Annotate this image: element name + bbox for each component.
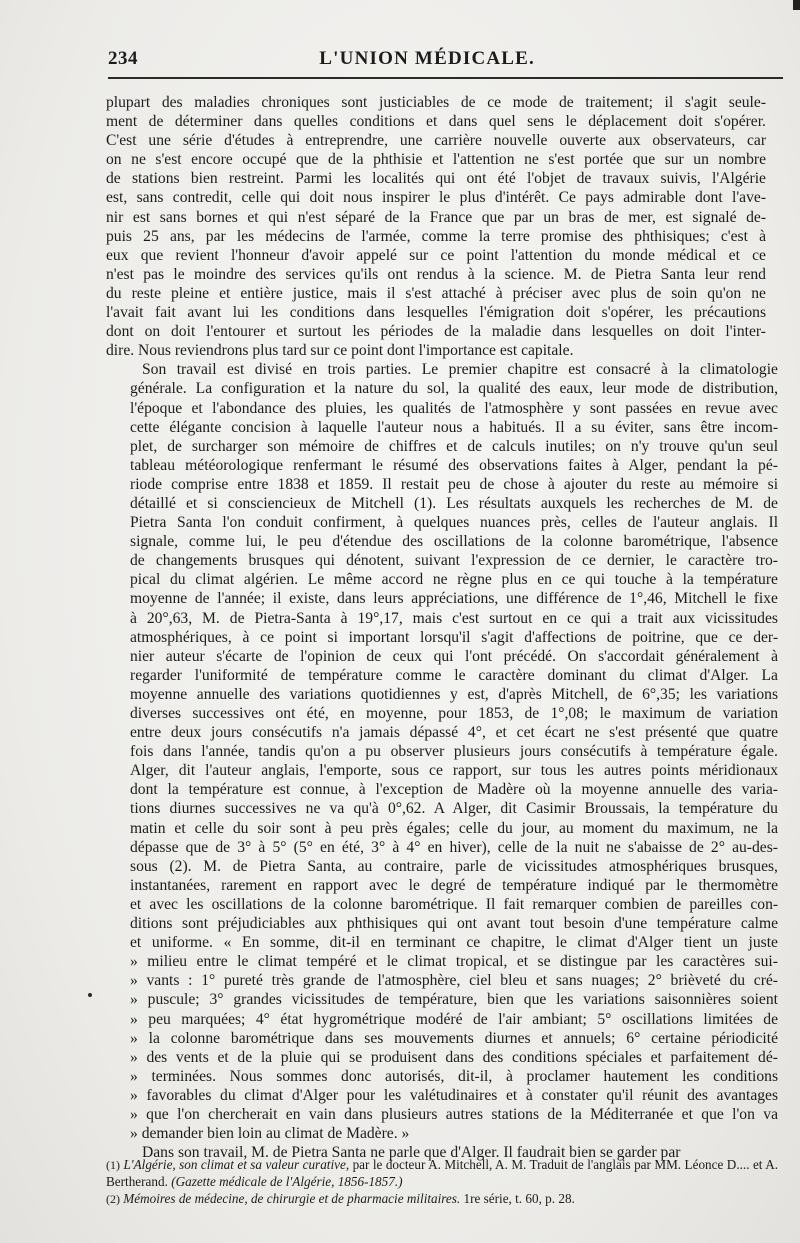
text-line: tions diurnes successives ne va qu'à 0°,62. A Alger, dit Casimir Broussais, la température du xyxy=(130,800,778,818)
text-line-row xyxy=(106,494,778,513)
text-line: Dans son travail, M. de Pietra Santa ne parle que d'Alger. Il faudrait bien se garder par xyxy=(142,1144,681,1162)
text-line-row xyxy=(106,246,766,265)
text-line: Pietra Santa l'on conduit confirment, à quelques nuances près, celles de l'auteur anglais. Il xyxy=(130,514,779,532)
text-line: » vants : 1° pureté très grande de l'atmosphère, ciel bleu et sans nuages; 2° brièveté du cré- xyxy=(130,972,778,990)
text-line-row xyxy=(106,628,779,647)
text-line: pical du climat algérien. Le même accord ne règne plus en ce qui touche à la température xyxy=(130,571,778,589)
text-line-row xyxy=(106,838,778,857)
text-line: regarder l'uniformité de température comme le caractère dominant du climat d'Alger. La xyxy=(130,666,778,684)
footnote-ref: (2) xyxy=(106,1191,120,1206)
text-line: dire. Nous reviendrons plus tard sur ce point dont l'importance est capitale. xyxy=(106,342,574,360)
text-line: matin et celle du soir sont à peu près égales; celle du jour, au moment du maximum, ne la xyxy=(130,819,778,837)
text-line: et avec les oscillations de la colonne barométrique. Il fait remarquer combien de pareilles con- xyxy=(130,895,779,913)
text-line-row xyxy=(106,761,779,780)
text-line-row xyxy=(106,1010,778,1029)
text-line: » milieu entre le climat tempéré et le climat tropical, et se distingue par les caractères sui- xyxy=(130,953,778,971)
text-line: on ne s'est encore occupé que de la phthisie et l'attention ne s'est portée que sur un nombre xyxy=(106,151,767,169)
text-line: riode comprise entre 1838 et 1859. Il restait peu de chose à ajouter du reste au mémoire si xyxy=(130,475,779,493)
text-line-row xyxy=(106,437,779,456)
text-line-row xyxy=(106,1067,779,1086)
text-line: dont on doit l'entourer et surtout les périodes de la maladie dans lesquelles on doit l'inter- xyxy=(106,323,766,341)
text-line: plupart des maladies chroniques sont justiciables de ce mode de traitement; il s'agit seule- xyxy=(106,94,767,111)
text-line: » peu marquées; 4° état hygrométrique modéré de l'air ambiant; 5° oscillations limitées de xyxy=(130,1010,778,1028)
paragraph-p1 xyxy=(106,93,766,360)
page-number: 234 xyxy=(108,48,138,69)
text-line: fois dans l'année, tandis qu'on a pu observer plusieurs jours consécutifs à température égale. xyxy=(130,743,778,761)
text-line: Son travail est divisé en trois parties. Le premier chapitre est consacré à la climatologie xyxy=(142,361,778,379)
text-line: » que l'on chercherait en vain dans plusieurs autres stations de la Méditerranée et que l'on va xyxy=(130,1105,779,1123)
text-line-row xyxy=(106,112,766,131)
header-rule xyxy=(108,77,783,79)
text-line: » des vents et de la pluie qui se produisent dans des conditions spéciales et parfaitement dé- xyxy=(130,1048,778,1066)
text-line: puis 25 ans, par les médecins de l'armée, comme la terre promise des phthisiques; c'est à xyxy=(106,227,766,245)
text-line-row xyxy=(106,265,766,284)
text-line: de stations bien restreint. Parmi les localités qui ont été l'objet de travaux suivis, l'Algérie xyxy=(106,170,766,188)
text-line-row xyxy=(106,704,778,723)
text-line: ditions sont préjudiciables aux phthisiques qui ont avant tout besoin d'une température calme xyxy=(130,915,779,933)
footnote-text: par le docteur A. Mitchell, A. M. Traduit de l'anglais par MM. Léonce D.... et A. Bertherand. xyxy=(106,1157,779,1189)
text-line-row xyxy=(106,418,779,437)
text-line-row xyxy=(106,379,779,398)
text-line-row xyxy=(106,914,779,933)
footnote-1 xyxy=(106,1157,778,1191)
footnote-2 xyxy=(106,1191,778,1208)
text-line-row xyxy=(106,666,778,685)
text-line: » terminées. Nous sommes donc autorisés, dit-il, à proclamer hautement les conditions xyxy=(130,1067,779,1085)
footnote-title: Mémoires de médecine, de chirurgie et de pharmacie militaires. xyxy=(123,1190,461,1206)
text-line-row xyxy=(106,647,779,666)
text-line-row xyxy=(106,227,766,246)
text-line: de changements brusques qui dénotent, suivant l'expression de ce dernier, le caractère tro- xyxy=(130,552,778,570)
text-line-row xyxy=(106,1124,766,1143)
text-line: » demander bien loin au climat de Madère. » xyxy=(130,1125,410,1143)
footnote-ref: (1) xyxy=(106,1158,120,1172)
text-line-row xyxy=(106,93,766,112)
text-line-row xyxy=(106,570,778,589)
text-line-row xyxy=(106,723,779,742)
text-line: plet, de surcharger son mémoire de chiffres et de calculs inutiles; on n'y trouve qu'un seul xyxy=(130,437,779,455)
text-line: générale. La configuration et la nature du sol, la qualité des eaux, leur mode de distribution, xyxy=(130,380,779,398)
margin-dot xyxy=(88,993,92,997)
text-line: tableau météorologique renfermant le résumé des observations faites à Alger, pendant la pé- xyxy=(130,456,778,474)
text-line-row xyxy=(106,819,778,838)
text-line-row xyxy=(106,933,778,952)
text-line: signale, comme lui, le peu d'étendue des oscillations de la colonne barométrique, l'absence xyxy=(130,533,779,551)
footnote-source: (Gazette médicale de l'Algérie, 1856-1857.) xyxy=(171,1173,403,1189)
text-line-row xyxy=(106,895,779,914)
text-line: nir est sans bornes et qui n'est séparé de la France que par un bras de mer, est signalé de- xyxy=(106,208,767,226)
text-line: du reste pleine et entière justice, mais il s'est attaché à préciser avec plus de soin qu'on ne xyxy=(106,284,766,302)
text-line-row xyxy=(106,589,778,608)
text-line-row xyxy=(106,208,766,227)
text-line: Alger, dit l'auteur anglais, l'emporte, sous ce rapport, sur tous les autres points méridionaux xyxy=(130,762,779,780)
text-line-row xyxy=(106,169,766,188)
text-line-row xyxy=(106,322,766,341)
text-line: atmosphériques, à ce point si important lorsqu'il s'agit d'affections de poitrine, que ce der- xyxy=(130,628,779,646)
footnotes xyxy=(106,1157,778,1207)
text-line: dépasse que de 3° à 5° (5° en été, 3° à 4° en hiver), celle de la nuit ne s'abaisse de 2° au-des- xyxy=(130,838,778,856)
text-line-row xyxy=(106,131,766,150)
text-line: l'époque et l'abondance des pluies, les qualités de l'atmosphère y sont passées en revue avec xyxy=(130,399,778,417)
text-line-row xyxy=(106,780,778,799)
running-title: L'UNION MÉDICALE. xyxy=(319,48,535,69)
text-line: est, sans contredit, celle qui doit nous inspirer le plus d'intérêt. Ce pays admirable dont l'ave- xyxy=(106,189,767,207)
text-line: » favorables du climat d'Alger pour les valétudinaires et à constater qu'il réunit des avantages xyxy=(130,1086,779,1104)
text-line: ment de déterminer dans quelles conditions et dans quel sens le déplacement doit s'opérer. xyxy=(106,113,766,131)
text-line: cette élégante concision à laquelle l'auteur nous a habitués. Il a su éviter, sans être incom- xyxy=(130,418,779,436)
text-line-row xyxy=(106,303,766,322)
footnote-title: L'Algérie, son climat et sa valeur curative, xyxy=(123,1157,350,1172)
text-line-row xyxy=(106,475,779,494)
text-line-row xyxy=(106,1105,779,1124)
text-line-row xyxy=(106,971,778,990)
text-line-row xyxy=(106,341,766,360)
text-line-row xyxy=(106,360,778,379)
text-line-row xyxy=(106,150,766,169)
text-line-row xyxy=(106,685,779,704)
text-line: dont la température est connue, à l'exception de Madère où la moyenne annuelle des varia- xyxy=(130,781,778,799)
footnote-text: 1re série, t. 60, p. 28. xyxy=(463,1190,575,1206)
article-body xyxy=(106,93,779,1162)
scan-edge-mark xyxy=(793,0,800,10)
text-line: C'est une série d'études à entreprendre, une carrière nouvelle ouverte aux observateurs, car xyxy=(106,132,767,150)
text-line: » la colonne barométrique dans ses mouvements diurnes et annuels; 6° certaine périodicité xyxy=(130,1029,778,1047)
text-line: à 20°,63, M. de Pietra-Santa à 19°,17, mais c'est surtout en ce qui a trait aux vicissitudes xyxy=(130,609,778,627)
paragraph-p2 xyxy=(106,360,779,1143)
text-line-row xyxy=(106,1029,778,1048)
text-line-row xyxy=(106,399,778,418)
text-line: diverses successives ont été, en moyenne, pour 1853, de 1°,08; le maximum de variation xyxy=(130,705,778,722)
page-header xyxy=(108,48,770,72)
text-line-row xyxy=(106,284,766,303)
text-line-row xyxy=(106,990,778,1009)
text-line: détaillé et si consciencieux de Mitchell (1). Les résultats auxquels les recherches de M. de xyxy=(130,494,778,512)
text-line: entre deux jours consécutifs n'a jamais dépassé 4°, et cet écart ne s'est présenté que quatre xyxy=(130,724,779,742)
text-line: moyenne de l'année; il existe, dans leurs appréciations, une différence de 1°,46, Mitchell le fixe xyxy=(130,590,778,608)
text-line: et uniforme. « En somme, dit-il en terminant ce chapitre, le climat d'Alger tient un juste xyxy=(130,934,778,952)
text-line-row xyxy=(106,551,778,570)
text-line-row xyxy=(106,952,778,971)
text-line: moyenne annuelle des variations quotidiennes y est, d'après Mitchell, de 6°,35; les variations xyxy=(130,685,779,703)
text-line-row xyxy=(106,513,779,532)
text-line-row xyxy=(106,876,778,895)
text-line: nier auteur s'écarte de l'opinion de ceux qui l'ont précédé. On s'accordait généralement à xyxy=(130,647,779,665)
text-line-row xyxy=(106,742,778,761)
text-line-row xyxy=(106,188,766,207)
text-line-row xyxy=(106,799,778,818)
text-line-row xyxy=(106,609,778,628)
text-line: » puscule; 3° grandes vicissitudes de température, bien que les variations saisonnières soient xyxy=(130,991,778,1009)
text-line: sous (2). M. de Pietra Santa, au contraire, parle de vicissitudes atmosphériques brusques, xyxy=(130,857,778,875)
text-line-row xyxy=(106,532,779,551)
text-line-row xyxy=(106,1086,779,1105)
text-line: l'avait fait avant lui les conditions dans lesquelles l'émigration doit s'opérer, les précautions xyxy=(106,304,767,322)
text-line: eux que revient l'honneur d'avoir appelé sur ce point l'attention du monde médical et ce xyxy=(106,246,766,264)
text-line: instantanées, rarement en rapport avec le degré de température indiqué par le thermomètre xyxy=(130,876,778,894)
text-line-row xyxy=(106,1048,778,1067)
text-line-row xyxy=(106,456,778,475)
text-line: n'est pas le moindre des services qu'ils ont rendus à la science. M. de Pietra Santa leur rend xyxy=(106,265,766,283)
text-line-row xyxy=(106,857,778,876)
